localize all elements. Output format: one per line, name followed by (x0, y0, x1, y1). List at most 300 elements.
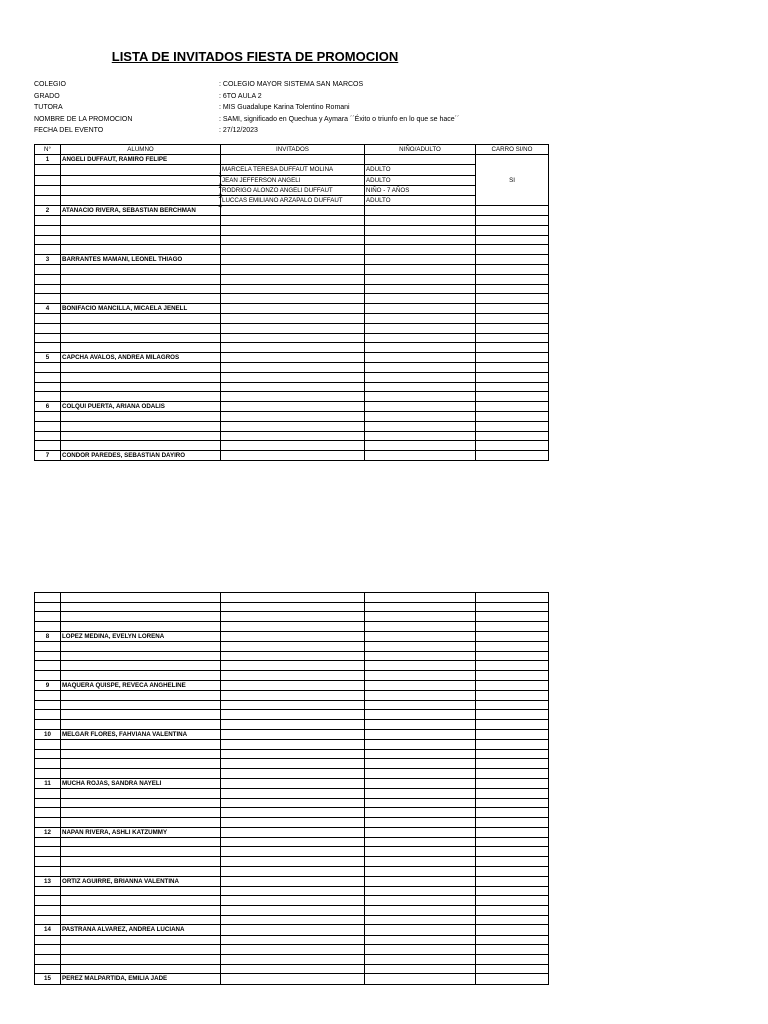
empty-cell (221, 265, 365, 275)
empty-cell (35, 226, 61, 236)
empty-cell (35, 847, 61, 857)
empty-cell (61, 739, 221, 749)
empty-cell (476, 690, 549, 700)
empty-cell (365, 382, 476, 392)
empty-cell (61, 441, 221, 451)
guest-index: 1 (218, 172, 222, 180)
student-name: LOPEZ MEDINA, EVELYN LORENA (61, 631, 221, 641)
empty-cell (221, 392, 365, 402)
empty-cell (61, 837, 221, 847)
guest-row (35, 165, 549, 175)
empty-cell (221, 275, 365, 285)
empty-cell (221, 680, 365, 690)
empty-cell (221, 602, 365, 612)
student-number: 3 (35, 255, 61, 265)
empty-cell (35, 245, 61, 255)
empty-cell (221, 759, 365, 769)
empty-cell (35, 710, 61, 720)
empty-cell (221, 324, 365, 334)
empty-cell (35, 196, 61, 206)
empty-row (35, 808, 549, 818)
empty-cell (61, 392, 221, 402)
student-name: ANGELI DUFFAUT, RAMIRO FELIPE (61, 155, 221, 165)
empty-cell (61, 324, 221, 334)
empty-cell (365, 641, 476, 651)
empty-cell (35, 641, 61, 651)
empty-cell (476, 294, 549, 304)
empty-cell (61, 690, 221, 700)
empty-row (35, 622, 549, 632)
empty-cell (476, 402, 549, 412)
empty-row (35, 382, 549, 392)
empty-cell (221, 622, 365, 632)
empty-cell (476, 964, 549, 974)
empty-cell (35, 798, 61, 808)
guest-name: MARCELA TERESA DUFFAUT MOLINA (222, 166, 334, 174)
empty-cell (35, 284, 61, 294)
empty-cell (365, 876, 476, 886)
student-number: 6 (35, 402, 61, 412)
empty-cell (476, 431, 549, 441)
empty-cell (476, 304, 549, 314)
student-row (35, 255, 549, 265)
empty-cell (35, 612, 61, 622)
empty-cell (476, 788, 549, 798)
student-row (35, 450, 549, 460)
empty-cell (476, 255, 549, 265)
empty-cell (476, 245, 549, 255)
guest-name: JEAN JEFFERSON ANGELI (222, 176, 301, 184)
empty-cell (35, 412, 61, 422)
student-number: 8 (35, 631, 61, 641)
carro-cell: SI (476, 155, 549, 206)
empty-cell (35, 265, 61, 275)
empty-row (35, 886, 549, 896)
empty-cell (221, 906, 365, 916)
empty-cell (221, 255, 365, 265)
empty-cell (476, 651, 549, 661)
empty-row (35, 363, 549, 373)
empty-cell (35, 593, 61, 603)
empty-cell (365, 700, 476, 710)
empty-cell (365, 827, 476, 837)
student-name: MAQUERA QUISPE, REVECA ANGHELINE (61, 680, 221, 690)
empty-cell (35, 719, 61, 729)
empty-row (35, 284, 549, 294)
empty-cell (365, 651, 476, 661)
empty-cell (476, 593, 549, 603)
empty-cell (476, 216, 549, 226)
empty-cell (476, 363, 549, 373)
empty-cell (61, 294, 221, 304)
empty-cell (365, 955, 476, 965)
empty-cell (35, 749, 61, 759)
empty-cell (35, 759, 61, 769)
empty-cell (221, 294, 365, 304)
empty-cell (35, 808, 61, 818)
empty-cell (476, 798, 549, 808)
empty-row (35, 817, 549, 827)
empty-cell (476, 392, 549, 402)
empty-cell (365, 324, 476, 334)
empty-cell (221, 710, 365, 720)
empty-cell (61, 857, 221, 867)
empty-cell (365, 612, 476, 622)
empty-cell (61, 768, 221, 778)
empty-cell (221, 651, 365, 661)
empty-cell (61, 641, 221, 651)
empty-row (35, 857, 549, 867)
empty-row (35, 768, 549, 778)
empty-cell (61, 955, 221, 965)
empty-row (35, 372, 549, 382)
empty-row (35, 235, 549, 245)
student-row (35, 925, 549, 935)
empty-cell (221, 402, 365, 412)
student-number: 11 (35, 778, 61, 788)
empty-cell (365, 235, 476, 245)
empty-cell (365, 392, 476, 402)
guest-index: 2 (218, 182, 222, 190)
info-label: TUTORA (34, 104, 63, 111)
empty-cell (61, 431, 221, 441)
empty-cell (476, 275, 549, 285)
empty-cell (61, 671, 221, 681)
guest-name: RODRIGO ALONZO ANGELI DUFFAUT (222, 186, 333, 194)
empty-cell (221, 886, 365, 896)
empty-cell (61, 175, 221, 185)
student-number: 2 (35, 206, 61, 216)
info-label: COLEGIO (34, 81, 66, 88)
empty-cell (476, 372, 549, 382)
empty-cell (35, 421, 61, 431)
empty-cell (61, 651, 221, 661)
guest-name: LUCCAS EMILIANO ARZAPALO DUFFAUT (222, 197, 343, 205)
empty-row (35, 431, 549, 441)
empty-cell (365, 402, 476, 412)
empty-cell (221, 353, 365, 363)
student-number: 14 (35, 925, 61, 935)
empty-cell (365, 265, 476, 275)
empty-cell (476, 768, 549, 778)
guest-type: NIÑO - 7 AÑOS (365, 185, 476, 195)
empty-cell (221, 798, 365, 808)
empty-cell (365, 441, 476, 451)
empty-cell (221, 700, 365, 710)
empty-cell (476, 935, 549, 945)
empty-row (35, 700, 549, 710)
empty-cell (365, 896, 476, 906)
student-name: MELGAR FLORES, FAHVIANA VALENTINA (61, 729, 221, 739)
empty-row (35, 945, 549, 955)
empty-row (35, 964, 549, 974)
empty-cell (365, 353, 476, 363)
empty-cell (35, 690, 61, 700)
empty-cell (35, 768, 61, 778)
empty-row (35, 216, 549, 226)
empty-row (35, 324, 549, 334)
student-row (35, 827, 549, 837)
empty-cell (365, 739, 476, 749)
empty-cell (365, 729, 476, 739)
empty-cell (365, 886, 476, 896)
empty-cell (365, 372, 476, 382)
empty-cell (365, 421, 476, 431)
empty-cell (61, 363, 221, 373)
empty-cell (365, 294, 476, 304)
empty-cell (61, 343, 221, 353)
empty-cell (476, 906, 549, 916)
empty-cell (221, 593, 365, 603)
student-row (35, 631, 549, 641)
student-row (35, 402, 549, 412)
empty-cell (61, 372, 221, 382)
empty-cell (35, 739, 61, 749)
empty-cell (35, 817, 61, 827)
empty-cell (476, 778, 549, 788)
empty-cell (221, 925, 365, 935)
student-name: COLQUI PUERTA, ARIANA ODALIS (61, 402, 221, 412)
empty-cell (221, 421, 365, 431)
student-name: PEREZ MALPARTIDA, EMILIA JADE (61, 974, 221, 984)
empty-cell (365, 216, 476, 226)
student-row (35, 680, 549, 690)
empty-cell (476, 671, 549, 681)
guest-index: 3 (218, 192, 222, 200)
student-number: 13 (35, 876, 61, 886)
empty-row (35, 847, 549, 857)
empty-cell (35, 935, 61, 945)
empty-cell (221, 235, 365, 245)
empty-cell (61, 935, 221, 945)
empty-cell (221, 304, 365, 314)
empty-cell (476, 857, 549, 867)
empty-cell (221, 284, 365, 294)
empty-cell (365, 935, 476, 945)
student-row (35, 876, 549, 886)
empty-row (35, 314, 549, 324)
empty-cell (476, 808, 549, 818)
empty-cell (61, 245, 221, 255)
empty-row (35, 412, 549, 422)
empty-cell (221, 876, 365, 886)
empty-cell (476, 265, 549, 275)
student-row (35, 206, 549, 216)
student-number: 10 (35, 729, 61, 739)
empty-cell (221, 206, 365, 216)
student-name: MUCHA ROJAS, SANDRA NAYELI (61, 778, 221, 788)
empty-cell (365, 412, 476, 422)
empty-cell (365, 906, 476, 916)
empty-cell (61, 710, 221, 720)
empty-cell (61, 964, 221, 974)
empty-cell (35, 324, 61, 334)
empty-cell (61, 700, 221, 710)
guest-index: 4 (218, 203, 222, 211)
empty-cell (221, 333, 365, 343)
empty-cell (221, 729, 365, 739)
empty-cell (35, 955, 61, 965)
type-cell (365, 155, 476, 165)
empty-cell (61, 235, 221, 245)
empty-cell (61, 886, 221, 896)
empty-cell (221, 641, 365, 651)
empty-cell (35, 275, 61, 285)
empty-cell (61, 602, 221, 612)
empty-row (35, 671, 549, 681)
empty-cell (365, 343, 476, 353)
empty-row (35, 612, 549, 622)
empty-cell (221, 808, 365, 818)
empty-cell (221, 441, 365, 451)
empty-cell (476, 719, 549, 729)
student-row (35, 155, 549, 165)
info-value: : 6TO AULA 2 (219, 92, 262, 100)
empty-cell (35, 964, 61, 974)
empty-cell (61, 226, 221, 236)
document-title-wrap (100, 48, 410, 66)
header-num: N° (35, 145, 61, 155)
empty-cell (365, 275, 476, 285)
empty-cell (365, 622, 476, 632)
empty-row (35, 896, 549, 906)
student-number: 9 (35, 680, 61, 690)
empty-cell (365, 602, 476, 612)
empty-cell (35, 896, 61, 906)
info-value: : SAMI, significado en Quechua y Aymara ´´Éxito o triunfo en lo que se hace´´ (219, 115, 460, 123)
empty-row (35, 265, 549, 275)
empty-cell (365, 710, 476, 720)
empty-cell (476, 729, 549, 739)
empty-cell (365, 206, 476, 216)
info-value: : 27/12/2023 (219, 127, 258, 134)
empty-cell (365, 226, 476, 236)
empty-cell (476, 450, 549, 460)
student-number: 1 (35, 155, 61, 165)
info-value: : COLEGIO MAYOR SISTEMA SAN MARCOS (219, 81, 364, 88)
guest-cell (221, 155, 365, 165)
empty-cell (365, 768, 476, 778)
empty-cell (61, 185, 221, 195)
empty-cell (221, 343, 365, 353)
guest-row (35, 175, 549, 185)
empty-cell (61, 612, 221, 622)
empty-cell (35, 382, 61, 392)
empty-cell (61, 265, 221, 275)
empty-cell (35, 837, 61, 847)
empty-cell (61, 915, 221, 925)
empty-cell (61, 333, 221, 343)
empty-row (35, 935, 549, 945)
empty-row (35, 661, 549, 671)
empty-cell (365, 255, 476, 265)
empty-row (35, 739, 549, 749)
empty-cell (221, 431, 365, 441)
empty-cell (221, 788, 365, 798)
empty-row (35, 593, 549, 603)
empty-row (35, 641, 549, 651)
empty-cell (221, 817, 365, 827)
empty-cell (221, 915, 365, 925)
empty-row (35, 710, 549, 720)
empty-cell (476, 206, 549, 216)
empty-cell (61, 661, 221, 671)
empty-cell (61, 847, 221, 857)
empty-cell (476, 631, 549, 641)
empty-cell (221, 847, 365, 857)
empty-cell (365, 450, 476, 460)
empty-cell (221, 612, 365, 622)
empty-cell (35, 661, 61, 671)
empty-cell (476, 876, 549, 886)
empty-cell (365, 284, 476, 294)
empty-cell (35, 165, 61, 175)
empty-cell (35, 372, 61, 382)
empty-cell (35, 216, 61, 226)
empty-cell (221, 964, 365, 974)
empty-cell (221, 739, 365, 749)
empty-cell (221, 314, 365, 324)
empty-cell (476, 661, 549, 671)
empty-cell (35, 294, 61, 304)
empty-cell (476, 955, 549, 965)
empty-cell (61, 421, 221, 431)
empty-row (35, 719, 549, 729)
empty-cell (476, 333, 549, 343)
empty-cell (61, 759, 221, 769)
student-name: PASTRANA ALVAREZ, ANDREA LUCIANA (61, 925, 221, 935)
empty-cell (221, 935, 365, 945)
empty-cell (365, 778, 476, 788)
empty-cell (221, 631, 365, 641)
empty-row (35, 915, 549, 925)
empty-cell (365, 363, 476, 373)
empty-row (35, 651, 549, 661)
empty-cell (365, 719, 476, 729)
empty-cell (221, 955, 365, 965)
student-row (35, 974, 549, 984)
empty-row (35, 602, 549, 612)
empty-cell (35, 314, 61, 324)
empty-cell (221, 827, 365, 837)
empty-cell (476, 759, 549, 769)
empty-cell (61, 622, 221, 632)
empty-cell (476, 382, 549, 392)
empty-cell (35, 671, 61, 681)
empty-cell (476, 441, 549, 451)
empty-cell (221, 896, 365, 906)
empty-row (35, 275, 549, 285)
empty-cell (365, 333, 476, 343)
empty-cell (476, 700, 549, 710)
empty-cell (61, 314, 221, 324)
empty-cell (365, 866, 476, 876)
empty-cell (61, 906, 221, 916)
empty-cell (476, 314, 549, 324)
empty-cell (221, 778, 365, 788)
empty-cell (365, 798, 476, 808)
empty-cell (61, 412, 221, 422)
empty-cell (35, 441, 61, 451)
empty-cell (221, 671, 365, 681)
empty-cell (35, 651, 61, 661)
student-name: ORTIZ AGUIRRE, BRIANNA VALENTINA (61, 876, 221, 886)
info-label: GRADO (34, 92, 60, 100)
empty-row (35, 392, 549, 402)
empty-cell (35, 431, 61, 441)
empty-cell (476, 680, 549, 690)
guest-cell (218, 185, 365, 200)
